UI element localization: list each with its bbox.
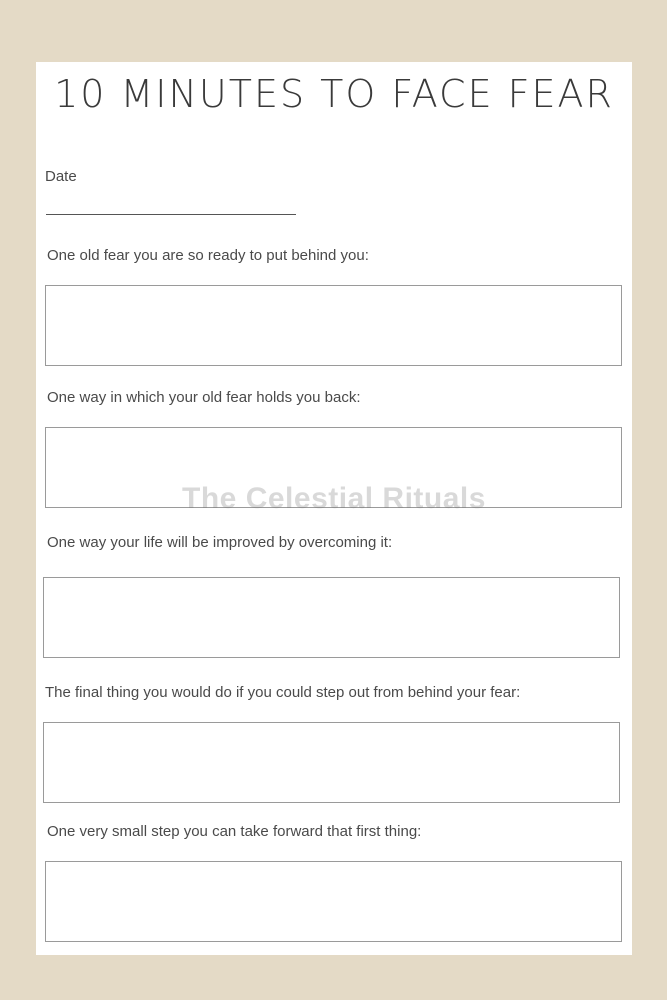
worksheet-page: [36, 62, 632, 955]
prompt-2-label: One way in which your old fear holds you back:: [47, 389, 361, 406]
prompt-1-answer-box[interactable]: [45, 285, 622, 366]
page-title: 10 MINUTES TO FACE FEAR: [54, 72, 614, 116]
prompt-1-label: One old fear you are so ready to put behind you:: [47, 247, 369, 264]
prompt-2-answer-box[interactable]: [45, 427, 622, 508]
prompt-4-label: The final thing you would do if you could step out from behind your fear:: [45, 684, 521, 701]
prompt-3-answer-box[interactable]: [43, 577, 620, 658]
watermark-text: The Celestial Rituals: [182, 482, 486, 515]
date-input-line[interactable]: [46, 214, 296, 215]
prompt-4-answer-box[interactable]: [43, 722, 620, 803]
date-label: Date: [45, 168, 77, 185]
prompt-3-label: One way your life will be improved by overcoming it:: [47, 534, 393, 551]
prompt-5-label: One very small step you can take forward that first thing:: [47, 823, 422, 840]
prompt-5-answer-box[interactable]: [45, 861, 622, 942]
